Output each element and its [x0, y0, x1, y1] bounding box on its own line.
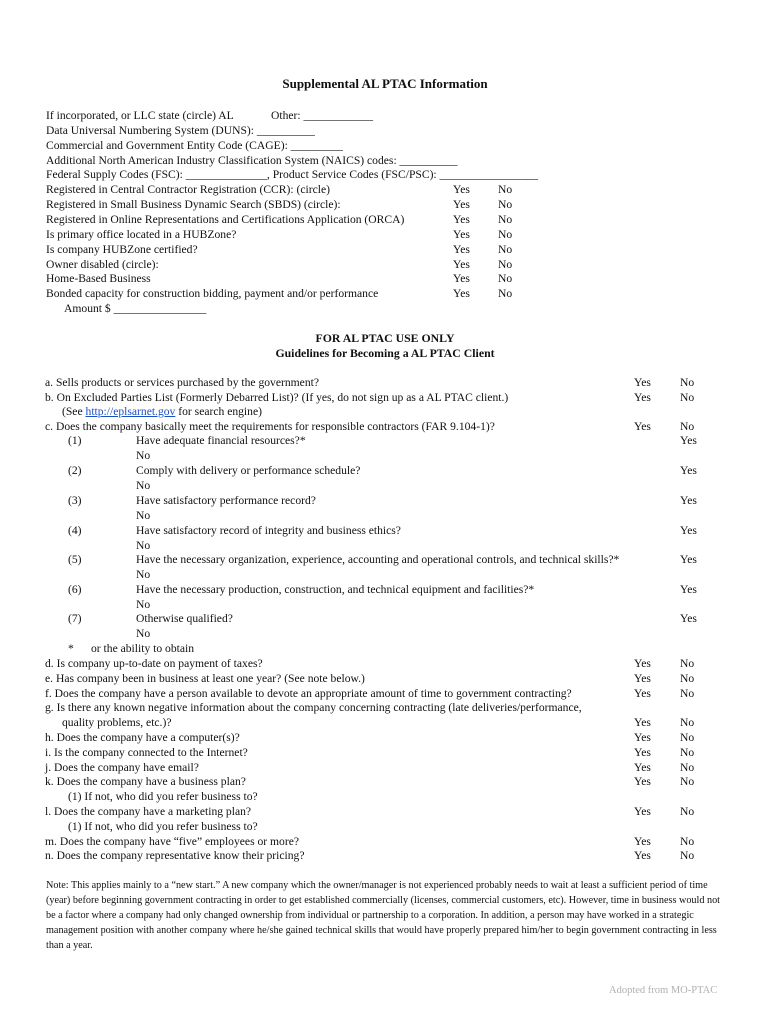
answer-yes: Yes: [680, 524, 697, 537]
fsc-field: Federal Supply Codes (FSC): ______________, Product Service Codes (FSC/PSC): _________________: [46, 168, 539, 181]
answer-no: No: [680, 835, 695, 848]
sub-item-text: Have satisfactory record of integrity and business ethics?: [136, 524, 401, 537]
answer-yes: Yes: [634, 420, 651, 433]
answer-yes: Yes: [634, 391, 651, 404]
answer-yes: Yes: [634, 687, 651, 700]
answer-no: No: [136, 509, 151, 522]
sub-item-number: (5): [68, 553, 82, 566]
guideline-l-sub: (1) If not, who did you refer business to?: [68, 820, 258, 833]
answer-no: No: [680, 805, 695, 818]
answer-yes: Yes: [680, 612, 697, 625]
guideline-a: a. Sells products or services purchased by the government?: [45, 376, 319, 389]
answer-no: No: [680, 376, 695, 389]
answer-yes: Yes: [680, 553, 697, 566]
answer-yes: Yes: [634, 805, 651, 818]
sub-item-text: Otherwise qualified?: [136, 612, 233, 625]
answer-yes: Yes: [453, 198, 470, 211]
answer-no: No: [680, 716, 695, 729]
epls-link[interactable]: http://eplsarnet.gov: [85, 405, 176, 418]
answer-no: No: [136, 449, 151, 462]
sub-item-number: (3): [68, 494, 82, 507]
answer-yes: Yes: [453, 243, 470, 256]
guideline-n: n. Does the company representative know their pricing?: [45, 849, 305, 862]
note-paragraph: Note: This applies mainly to a “new start.” A new company which the owner/manager is not experienced probably needs to wait at least a sufficient period of time (year) before beginning government contracting in order to get established commercially (licenses, commercial customers, etc). However, time in business would not be a factor where a company had only changed ownership from individual or partnership to a corporation. In addition, a person may have worked in a strategic management position with another company where he/she gained technical skills that would have properly prepared him/her to begin government contracting in less than a year.: [46, 880, 721, 951]
answer-no: No: [680, 687, 695, 700]
amount-field: Amount $ ________________: [64, 302, 207, 315]
guideline-j: j. Does the company have email?: [45, 761, 199, 774]
sub-item-text: Have the necessary organization, experience, accounting and operational controls, and technical skills?*: [136, 553, 620, 566]
answer-no: No: [136, 479, 151, 492]
sub-item-text: Have the necessary production, construction, and technical equipment and facilities?*: [136, 583, 535, 596]
naics-field: Additional North American Industry Classification System (NAICS) codes: __________: [46, 154, 458, 167]
answer-no: No: [136, 627, 151, 640]
guideline-b-see-line: [62, 405, 262, 419]
question-orca: Registered in Online Representations and Certifications Application (ORCA): [46, 213, 405, 226]
guideline-h: h. Does the company have a computer(s)?: [45, 731, 240, 744]
answer-yes: Yes: [453, 272, 470, 285]
guideline-c: c. Does the company basically meet the requirements for responsible contractors (FAR 9.104-1)?: [45, 420, 495, 433]
footer-attribution: Adopted from MO-PTAC: [609, 985, 718, 996]
answer-yes: Yes: [680, 464, 697, 477]
other-field: Other: ____________: [271, 109, 374, 122]
sub-item-number: (4): [68, 524, 82, 537]
answer-no: No: [498, 198, 513, 211]
question-ccr: Registered in Central Contractor Registration (CCR): (circle): [46, 183, 330, 196]
answer-no: No: [680, 849, 695, 862]
question-sbds: Registered in Small Business Dynamic Search (SBDS) (circle):: [46, 198, 341, 211]
answer-yes: Yes: [634, 746, 651, 759]
answer-yes: Yes: [634, 716, 651, 729]
guideline-b: b. On Excluded Parties List (Formerly Debarred List)? (If yes, do not sign up as a AL PTAC client.): [45, 391, 509, 404]
guideline-i: i. Is the company connected to the Internet?: [45, 746, 248, 759]
see-prefix: (See: [62, 405, 83, 418]
answer-no: No: [680, 731, 695, 744]
guideline-d: d. Is company up-to-date on payment of taxes?: [45, 657, 263, 670]
guideline-e: e. Has company been in business at least one year? (See note below.): [45, 672, 365, 685]
answer-yes: Yes: [634, 849, 651, 862]
answer-yes: Yes: [680, 494, 697, 507]
answer-no: No: [680, 746, 695, 759]
guideline-l: l. Does the company have a marketing plan?: [45, 805, 252, 818]
footnote-text: or the ability to obtain: [91, 642, 195, 655]
answer-no: No: [498, 272, 513, 285]
footnote-marker: *: [68, 642, 74, 655]
sub-item-text: Have adequate financial resources?*: [136, 434, 306, 447]
answer-yes: Yes: [453, 287, 470, 300]
question-bonded-capacity: Bonded capacity for construction bidding, payment and/or performance: [46, 287, 379, 300]
answer-yes: Yes: [634, 376, 651, 389]
question-hubzone-certified: Is company HUBZone certified?: [46, 243, 198, 256]
answer-no: No: [498, 228, 513, 241]
question-home-based: Home-Based Business: [46, 272, 151, 285]
answer-yes: Yes: [634, 731, 651, 744]
guideline-m: m. Does the company have “five” employees or more?: [45, 835, 299, 848]
question-owner-disabled: Owner disabled (circle):: [46, 258, 159, 271]
answer-no: No: [498, 243, 513, 256]
sub-item-text: Comply with delivery or performance schedule?: [136, 464, 361, 477]
answer-no: No: [680, 391, 695, 404]
guidelines-heading: Guidelines for Becoming a AL PTAC Client: [275, 346, 495, 360]
answer-no: No: [498, 287, 513, 300]
answer-yes: Yes: [634, 672, 651, 685]
answer-no: No: [680, 420, 695, 433]
answer-yes: Yes: [634, 657, 651, 670]
answer-no: No: [136, 598, 151, 611]
guideline-f: f. Does the company have a person available to devote an appropriate amount of time to government contracting?: [45, 687, 572, 700]
guideline-k: k. Does the company have a business plan?: [45, 775, 246, 788]
sub-item-number: (2): [68, 464, 82, 477]
answer-yes: Yes: [680, 583, 697, 596]
answer-no: No: [498, 213, 513, 226]
answer-no: No: [136, 568, 151, 581]
answer-yes: Yes: [634, 761, 651, 774]
page-title: Supplemental AL PTAC Information: [282, 76, 488, 91]
answer-yes: Yes: [634, 775, 651, 788]
use-only-heading: FOR AL PTAC USE ONLY: [315, 331, 455, 345]
answer-yes: Yes: [634, 835, 651, 848]
answer-yes: Yes: [453, 183, 470, 196]
sub-item-number: (1): [68, 434, 82, 447]
question-hubzone-office: Is primary office located in a HUBZone?: [46, 228, 237, 241]
sub-item-number: (7): [68, 612, 82, 625]
guideline-k-sub: (1) If not, who did you refer business to?: [68, 790, 258, 803]
answer-no: No: [680, 672, 695, 685]
answer-no: No: [680, 775, 695, 788]
cage-field: Commercial and Government Entity Code (CAGE): _________: [46, 139, 343, 152]
sub-item-text: Have satisfactory performance record?: [136, 494, 316, 507]
answer-no: No: [680, 761, 695, 774]
sub-item-number: (6): [68, 583, 82, 596]
guideline-g: g. Is there any known negative information about the company concerning contracting (late deliveries/performance,: [45, 701, 582, 714]
answer-no: No: [680, 657, 695, 670]
answer-no: No: [498, 258, 513, 271]
answer-yes: Yes: [680, 434, 697, 447]
see-suffix: for search engine): [178, 405, 262, 418]
answer-yes: Yes: [453, 213, 470, 226]
incorporated-line: If incorporated, or LLC state (circle) AL: [46, 109, 234, 122]
duns-field: Data Universal Numbering System (DUNS): __________: [46, 124, 315, 137]
answer-yes: Yes: [453, 258, 470, 271]
answer-no: No: [498, 183, 513, 196]
answer-no: No: [136, 539, 151, 552]
answer-yes: Yes: [453, 228, 470, 241]
guideline-g-continued: quality problems, etc.)?: [62, 716, 172, 729]
